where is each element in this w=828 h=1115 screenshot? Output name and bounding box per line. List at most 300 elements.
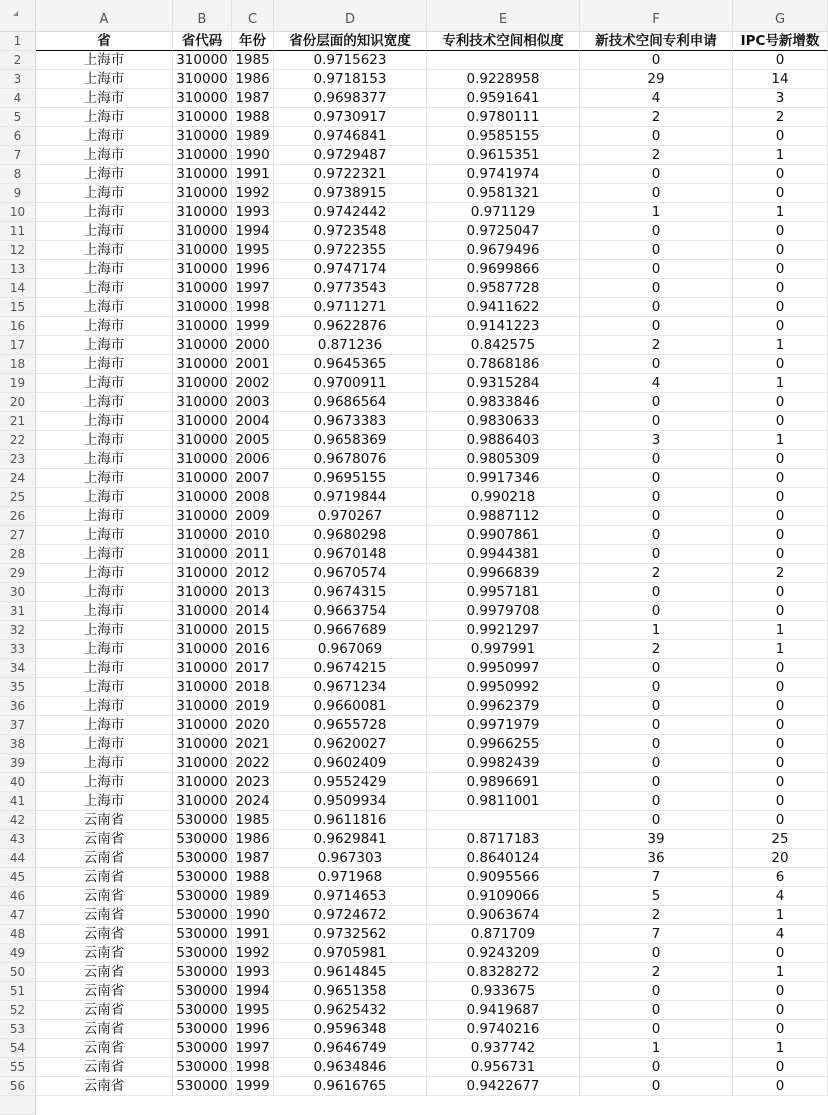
row-number[interactable]: 30 <box>0 583 36 602</box>
row-number[interactable]: 16 <box>0 317 36 336</box>
table-cell[interactable]: 0.9711271 <box>274 298 427 317</box>
table-cell[interactable]: 0.9671234 <box>274 678 427 697</box>
row-number[interactable]: 5 <box>0 108 36 127</box>
table-cell[interactable]: 0 <box>580 412 733 431</box>
table-cell[interactable]: 0.9714653 <box>274 887 427 906</box>
table-cell[interactable]: 上海市 <box>36 507 173 526</box>
table-cell[interactable]: 310000 <box>173 70 232 89</box>
row-number[interactable]: 53 <box>0 1020 36 1039</box>
row-number[interactable]: 55 <box>0 1058 36 1077</box>
table-cell[interactable]: 1 <box>733 203 828 222</box>
table-cell[interactable]: 0 <box>733 754 828 773</box>
table-cell[interactable]: 云南省 <box>36 1077 173 1096</box>
row-number[interactable]: 54 <box>0 1039 36 1058</box>
table-cell[interactable]: 310000 <box>173 678 232 697</box>
table-cell[interactable]: 0 <box>733 944 828 963</box>
table-cell[interactable]: 310000 <box>173 165 232 184</box>
header-cell[interactable]: 省份层面的知识宽度 <box>274 32 427 51</box>
table-cell[interactable]: 310000 <box>173 89 232 108</box>
header-cell[interactable]: 新技术空间专利申请 <box>580 32 733 51</box>
table-cell[interactable]: 2008 <box>232 488 274 507</box>
table-cell[interactable]: 0.9615351 <box>427 146 580 165</box>
row-number[interactable]: 8 <box>0 165 36 184</box>
row-number[interactable]: 51 <box>0 982 36 1001</box>
table-cell[interactable]: 20 <box>733 849 828 868</box>
table-cell[interactable]: 云南省 <box>36 887 173 906</box>
table-cell[interactable]: 上海市 <box>36 564 173 583</box>
table-cell[interactable]: 0.9658369 <box>274 431 427 450</box>
table-cell[interactable]: 0 <box>580 165 733 184</box>
row-number[interactable]: 14 <box>0 279 36 298</box>
table-cell[interactable]: 0 <box>733 469 828 488</box>
row-number[interactable]: 42 <box>0 811 36 830</box>
table-cell[interactable]: 2 <box>580 146 733 165</box>
table-cell[interactable]: 0.9663754 <box>274 602 427 621</box>
table-cell[interactable]: 0 <box>733 507 828 526</box>
table-cell[interactable]: 0.9674215 <box>274 659 427 678</box>
row-number[interactable]: 3 <box>0 70 36 89</box>
table-cell[interactable]: 2020 <box>232 716 274 735</box>
table-cell[interactable]: 1986 <box>232 830 274 849</box>
table-cell[interactable]: 0 <box>733 298 828 317</box>
table-cell[interactable]: 云南省 <box>36 1001 173 1020</box>
table-cell[interactable]: 1985 <box>232 51 274 70</box>
table-cell[interactable]: 1989 <box>232 887 274 906</box>
table-cell[interactable]: 0 <box>580 678 733 697</box>
table-cell[interactable]: 310000 <box>173 526 232 545</box>
row-number[interactable]: 22 <box>0 431 36 450</box>
table-cell[interactable]: 0 <box>580 735 733 754</box>
table-cell[interactable]: 1985 <box>232 811 274 830</box>
table-cell[interactable]: 310000 <box>173 146 232 165</box>
header-cell[interactable]: 省代码 <box>173 32 232 51</box>
table-cell[interactable]: 0 <box>733 260 828 279</box>
table-cell[interactable]: 0.9722321 <box>274 165 427 184</box>
table-cell[interactable]: 0 <box>733 317 828 336</box>
table-cell[interactable]: 云南省 <box>36 906 173 925</box>
table-cell[interactable]: 0 <box>733 811 828 830</box>
table-cell[interactable]: 上海市 <box>36 336 173 355</box>
table-cell[interactable]: 0.9723548 <box>274 222 427 241</box>
table-cell[interactable]: 0.9887112 <box>427 507 580 526</box>
table-cell[interactable]: 310000 <box>173 412 232 431</box>
row-number[interactable]: 19 <box>0 374 36 393</box>
table-cell[interactable]: 0 <box>733 222 828 241</box>
table-cell[interactable]: 0 <box>580 1001 733 1020</box>
table-cell[interactable]: 1990 <box>232 906 274 925</box>
table-cell[interactable]: 上海市 <box>36 222 173 241</box>
table-cell[interactable]: 云南省 <box>36 963 173 982</box>
table-cell[interactable]: 0.9830633 <box>427 412 580 431</box>
table-cell[interactable]: 6 <box>733 868 828 887</box>
table-cell[interactable]: 0 <box>580 697 733 716</box>
table-cell[interactable]: 310000 <box>173 792 232 811</box>
table-cell[interactable]: 2015 <box>232 621 274 640</box>
table-cell[interactable]: 0.9629841 <box>274 830 427 849</box>
table-cell[interactable]: 2019 <box>232 697 274 716</box>
table-cell[interactable]: 0.842575 <box>427 336 580 355</box>
table-cell[interactable]: 0 <box>580 659 733 678</box>
table-cell[interactable]: 0.9611816 <box>274 811 427 830</box>
table-cell[interactable]: 1995 <box>232 1001 274 1020</box>
table-cell[interactable]: 310000 <box>173 507 232 526</box>
table-cell[interactable]: 上海市 <box>36 792 173 811</box>
table-cell[interactable]: 0.9670574 <box>274 564 427 583</box>
table-cell[interactable]: 530000 <box>173 982 232 1001</box>
table-cell[interactable]: 0.9680298 <box>274 526 427 545</box>
table-cell[interactable]: 上海市 <box>36 317 173 336</box>
table-cell[interactable]: 1991 <box>232 925 274 944</box>
row-number[interactable]: 34 <box>0 659 36 678</box>
row-number[interactable]: 47 <box>0 906 36 925</box>
table-cell[interactable]: 2007 <box>232 469 274 488</box>
table-cell[interactable]: 0 <box>580 260 733 279</box>
table-cell[interactable]: 0.9646749 <box>274 1039 427 1058</box>
table-cell[interactable]: 530000 <box>173 963 232 982</box>
table-cell[interactable]: 0.990218 <box>427 488 580 507</box>
table-cell[interactable] <box>427 811 580 830</box>
row-number[interactable]: 41 <box>0 792 36 811</box>
table-cell[interactable]: 0.9979708 <box>427 602 580 621</box>
table-cell[interactable]: 0 <box>580 754 733 773</box>
row-number[interactable]: 26 <box>0 507 36 526</box>
table-cell[interactable]: 0.933675 <box>427 982 580 1001</box>
table-cell[interactable]: 39 <box>580 830 733 849</box>
table-cell[interactable]: 0 <box>580 127 733 146</box>
table-cell[interactable]: 0 <box>580 545 733 564</box>
row-number[interactable]: 1 <box>0 32 36 51</box>
table-cell[interactable]: 0.9742442 <box>274 203 427 222</box>
table-cell[interactable]: 0 <box>733 355 828 374</box>
table-cell[interactable]: 上海市 <box>36 70 173 89</box>
table-cell[interactable]: 2018 <box>232 678 274 697</box>
table-cell[interactable]: 0 <box>733 241 828 260</box>
row-number[interactable]: 43 <box>0 830 36 849</box>
table-cell[interactable]: 0.9695155 <box>274 469 427 488</box>
table-cell[interactable]: 上海市 <box>36 108 173 127</box>
row-number[interactable]: 23 <box>0 450 36 469</box>
table-cell[interactable]: 0 <box>733 127 828 146</box>
table-cell[interactable]: 0 <box>733 1001 828 1020</box>
table-cell[interactable]: 上海市 <box>36 51 173 70</box>
table-cell[interactable]: 1 <box>733 621 828 640</box>
row-number[interactable]: 20 <box>0 393 36 412</box>
table-cell[interactable]: 0.9921297 <box>427 621 580 640</box>
table-cell[interactable]: 0.9678076 <box>274 450 427 469</box>
table-cell[interactable]: 0.9063674 <box>427 906 580 925</box>
table-cell[interactable]: 1987 <box>232 89 274 108</box>
table-cell[interactable]: 2023 <box>232 773 274 792</box>
table-cell[interactable]: 310000 <box>173 621 232 640</box>
row-number[interactable]: 31 <box>0 602 36 621</box>
table-cell[interactable]: 0.9585155 <box>427 127 580 146</box>
table-cell[interactable]: 2024 <box>232 792 274 811</box>
table-cell[interactable]: 0.9833846 <box>427 393 580 412</box>
table-cell[interactable]: 上海市 <box>36 526 173 545</box>
table-cell[interactable]: 1 <box>580 1039 733 1058</box>
row-number[interactable]: 25 <box>0 488 36 507</box>
table-cell[interactable]: 0 <box>733 982 828 1001</box>
table-cell[interactable]: 0 <box>733 450 828 469</box>
table-cell[interactable]: 530000 <box>173 868 232 887</box>
table-cell[interactable]: 上海市 <box>36 735 173 754</box>
table-cell[interactable]: 上海市 <box>36 127 173 146</box>
table-cell[interactable]: 2022 <box>232 754 274 773</box>
table-cell[interactable]: 0.9730917 <box>274 108 427 127</box>
row-number[interactable]: 17 <box>0 336 36 355</box>
table-cell[interactable]: 0.956731 <box>427 1058 580 1077</box>
table-cell[interactable]: 310000 <box>173 108 232 127</box>
row-number[interactable]: 33 <box>0 640 36 659</box>
table-cell[interactable]: 2 <box>580 906 733 925</box>
table-cell[interactable]: 1 <box>733 146 828 165</box>
row-number[interactable]: 10 <box>0 203 36 222</box>
table-cell[interactable]: 2 <box>580 108 733 127</box>
table-cell[interactable]: 2013 <box>232 583 274 602</box>
table-cell[interactable]: 3 <box>580 431 733 450</box>
table-cell[interactable]: 0 <box>733 165 828 184</box>
table-cell[interactable]: 0.9725047 <box>427 222 580 241</box>
table-cell[interactable]: 0 <box>733 602 828 621</box>
table-cell[interactable]: 0.9634846 <box>274 1058 427 1077</box>
table-cell[interactable]: 上海市 <box>36 697 173 716</box>
table-cell[interactable]: 5 <box>580 887 733 906</box>
header-cell[interactable]: 省 <box>36 32 173 51</box>
table-cell[interactable]: 0.9957181 <box>427 583 580 602</box>
table-cell[interactable]: 0 <box>733 279 828 298</box>
table-cell[interactable]: 0.9718153 <box>274 70 427 89</box>
table-cell[interactable]: 0.871709 <box>427 925 580 944</box>
table-cell[interactable]: 0 <box>733 1058 828 1077</box>
table-cell[interactable]: 0 <box>580 944 733 963</box>
table-cell[interactable]: 310000 <box>173 640 232 659</box>
table-cell[interactable]: 0.9962379 <box>427 697 580 716</box>
table-cell[interactable]: 0.9660081 <box>274 697 427 716</box>
table-cell[interactable]: 1990 <box>232 146 274 165</box>
table-cell[interactable]: 0.9686564 <box>274 393 427 412</box>
table-cell[interactable]: 310000 <box>173 393 232 412</box>
row-number[interactable]: 2 <box>0 51 36 70</box>
table-cell[interactable]: 530000 <box>173 849 232 868</box>
table-cell[interactable]: 4 <box>733 887 828 906</box>
table-cell[interactable]: 上海市 <box>36 260 173 279</box>
table-cell[interactable]: 0.9625432 <box>274 1001 427 1020</box>
table-cell[interactable]: 310000 <box>173 127 232 146</box>
table-cell[interactable]: 1989 <box>232 127 274 146</box>
table-cell[interactable]: 上海市 <box>36 89 173 108</box>
table-cell[interactable]: 0.9724672 <box>274 906 427 925</box>
table-cell[interactable]: 云南省 <box>36 944 173 963</box>
table-cell[interactable]: 1996 <box>232 1020 274 1039</box>
table-cell[interactable]: 310000 <box>173 545 232 564</box>
table-cell[interactable]: 1988 <box>232 108 274 127</box>
table-cell[interactable]: 上海市 <box>36 431 173 450</box>
table-cell[interactable]: 0.9732562 <box>274 925 427 944</box>
table-cell[interactable]: 530000 <box>173 1020 232 1039</box>
table-cell[interactable]: 0 <box>733 659 828 678</box>
table-cell[interactable]: 310000 <box>173 431 232 450</box>
table-cell[interactable]: 0.9944381 <box>427 545 580 564</box>
table-cell[interactable]: 310000 <box>173 184 232 203</box>
table-cell[interactable]: 2001 <box>232 355 274 374</box>
table-cell[interactable]: 0 <box>733 526 828 545</box>
table-cell[interactable]: 0 <box>733 412 828 431</box>
table-cell[interactable]: 0.971129 <box>427 203 580 222</box>
table-cell[interactable]: 云南省 <box>36 811 173 830</box>
table-cell[interactable]: 上海市 <box>36 165 173 184</box>
table-cell[interactable]: 0.9729487 <box>274 146 427 165</box>
table-cell[interactable]: 310000 <box>173 374 232 393</box>
header-cell[interactable]: 年份 <box>232 32 274 51</box>
table-cell[interactable]: 310000 <box>173 697 232 716</box>
table-cell[interactable]: 1993 <box>232 203 274 222</box>
table-cell[interactable]: 0.9966839 <box>427 564 580 583</box>
table-cell[interactable]: 0 <box>733 792 828 811</box>
row-number[interactable]: 46 <box>0 887 36 906</box>
table-cell[interactable]: 上海市 <box>36 298 173 317</box>
table-cell[interactable]: 2010 <box>232 526 274 545</box>
table-cell[interactable]: 0.967303 <box>274 849 427 868</box>
table-cell[interactable]: 7 <box>580 925 733 944</box>
table-cell[interactable]: 云南省 <box>36 868 173 887</box>
table-cell[interactable]: 310000 <box>173 773 232 792</box>
table-cell[interactable]: 25 <box>733 830 828 849</box>
table-cell[interactable]: 0.9780111 <box>427 108 580 127</box>
table-cell[interactable]: 0 <box>580 792 733 811</box>
table-cell[interactable]: 1986 <box>232 70 274 89</box>
row-number[interactable]: 28 <box>0 545 36 564</box>
table-cell[interactable]: 0.9596348 <box>274 1020 427 1039</box>
table-cell[interactable]: 0 <box>580 526 733 545</box>
table-cell[interactable]: 0 <box>733 678 828 697</box>
column-header-g[interactable]: G <box>733 0 828 32</box>
table-cell[interactable]: 530000 <box>173 944 232 963</box>
table-cell[interactable]: 0.9141223 <box>427 317 580 336</box>
table-cell[interactable]: 上海市 <box>36 640 173 659</box>
table-cell[interactable]: 1999 <box>232 1077 274 1096</box>
table-cell[interactable]: 0 <box>580 716 733 735</box>
row-number[interactable]: 9 <box>0 184 36 203</box>
table-cell[interactable]: 310000 <box>173 735 232 754</box>
header-cell[interactable]: 专利技术空间相似度 <box>427 32 580 51</box>
row-number[interactable]: 52 <box>0 1001 36 1020</box>
table-cell[interactable]: 0.9747174 <box>274 260 427 279</box>
table-cell[interactable]: 0.9591641 <box>427 89 580 108</box>
table-cell[interactable]: 2017 <box>232 659 274 678</box>
table-cell[interactable]: 云南省 <box>36 830 173 849</box>
table-cell[interactable]: 0.971968 <box>274 868 427 887</box>
table-cell[interactable]: 310000 <box>173 754 232 773</box>
table-cell[interactable]: 0.9670148 <box>274 545 427 564</box>
table-cell[interactable]: 1992 <box>232 944 274 963</box>
table-cell[interactable]: 310000 <box>173 298 232 317</box>
row-number[interactable]: 12 <box>0 241 36 260</box>
table-cell[interactable]: 0 <box>580 773 733 792</box>
table-cell[interactable]: 0.9552429 <box>274 773 427 792</box>
row-number[interactable]: 36 <box>0 697 36 716</box>
table-cell[interactable]: 2 <box>733 108 828 127</box>
table-cell[interactable]: 0 <box>580 982 733 1001</box>
table-cell[interactable]: 310000 <box>173 659 232 678</box>
table-cell[interactable]: 0.9095566 <box>427 868 580 887</box>
table-cell[interactable]: 上海市 <box>36 374 173 393</box>
table-cell[interactable]: 0.9587728 <box>427 279 580 298</box>
table-cell[interactable]: 2011 <box>232 545 274 564</box>
table-cell[interactable]: 云南省 <box>36 1039 173 1058</box>
table-cell[interactable]: 1 <box>733 336 828 355</box>
table-cell[interactable]: 0.8640124 <box>427 849 580 868</box>
table-cell[interactable]: 1997 <box>232 1039 274 1058</box>
table-cell[interactable]: 310000 <box>173 583 232 602</box>
row-number[interactable]: 18 <box>0 355 36 374</box>
row-number[interactable]: 24 <box>0 469 36 488</box>
table-cell[interactable]: 0 <box>580 355 733 374</box>
table-cell[interactable]: 上海市 <box>36 146 173 165</box>
table-cell[interactable]: 0 <box>580 602 733 621</box>
table-cell[interactable]: 1998 <box>232 1058 274 1077</box>
table-cell[interactable]: 0 <box>733 488 828 507</box>
table-cell[interactable]: 1 <box>733 640 828 659</box>
table-cell[interactable]: 0.7868186 <box>427 355 580 374</box>
table-cell[interactable]: 上海市 <box>36 393 173 412</box>
table-cell[interactable]: 14 <box>733 70 828 89</box>
table-cell[interactable]: 上海市 <box>36 469 173 488</box>
table-cell[interactable]: 0.8717183 <box>427 830 580 849</box>
table-cell[interactable]: 0 <box>733 51 828 70</box>
table-cell[interactable]: 1991 <box>232 165 274 184</box>
table-cell[interactable]: 0.970267 <box>274 507 427 526</box>
table-cell[interactable]: 0.9699866 <box>427 260 580 279</box>
table-cell[interactable]: 36 <box>580 849 733 868</box>
table-cell[interactable]: 上海市 <box>36 602 173 621</box>
table-cell[interactable]: 1988 <box>232 868 274 887</box>
table-cell[interactable]: 0 <box>733 716 828 735</box>
table-cell[interactable]: 0 <box>733 1020 828 1039</box>
table-cell[interactable]: 0.9805309 <box>427 450 580 469</box>
table-cell[interactable]: 530000 <box>173 811 232 830</box>
row-number[interactable]: 45 <box>0 868 36 887</box>
table-cell[interactable]: 0 <box>733 545 828 564</box>
table-cell[interactable]: 上海市 <box>36 621 173 640</box>
table-cell[interactable]: 2 <box>580 640 733 659</box>
table-cell[interactable]: 2004 <box>232 412 274 431</box>
row-number[interactable]: 44 <box>0 849 36 868</box>
table-cell[interactable]: 0.937742 <box>427 1039 580 1058</box>
table-cell[interactable]: 530000 <box>173 887 232 906</box>
table-cell[interactable]: 2012 <box>232 564 274 583</box>
table-cell[interactable]: 上海市 <box>36 279 173 298</box>
table-cell[interactable]: 1 <box>733 374 828 393</box>
row-number[interactable]: 29 <box>0 564 36 583</box>
table-cell[interactable]: 1995 <box>232 241 274 260</box>
table-cell[interactable]: 云南省 <box>36 982 173 1001</box>
table-cell[interactable]: 1 <box>733 431 828 450</box>
row-number[interactable]: 39 <box>0 754 36 773</box>
table-cell[interactable]: 1994 <box>232 222 274 241</box>
row-number[interactable]: 7 <box>0 146 36 165</box>
column-header-c[interactable]: C <box>232 0 274 32</box>
row-number[interactable]: 11 <box>0 222 36 241</box>
table-cell[interactable]: 2 <box>580 336 733 355</box>
table-cell[interactable]: 7 <box>580 868 733 887</box>
table-cell[interactable]: 3 <box>733 89 828 108</box>
table-cell[interactable]: 0.8328272 <box>427 963 580 982</box>
table-cell[interactable]: 0.9705981 <box>274 944 427 963</box>
table-cell[interactable]: 上海市 <box>36 659 173 678</box>
table-cell[interactable]: 310000 <box>173 488 232 507</box>
table-cell[interactable]: 0 <box>733 773 828 792</box>
table-cell[interactable]: 0.9982439 <box>427 754 580 773</box>
